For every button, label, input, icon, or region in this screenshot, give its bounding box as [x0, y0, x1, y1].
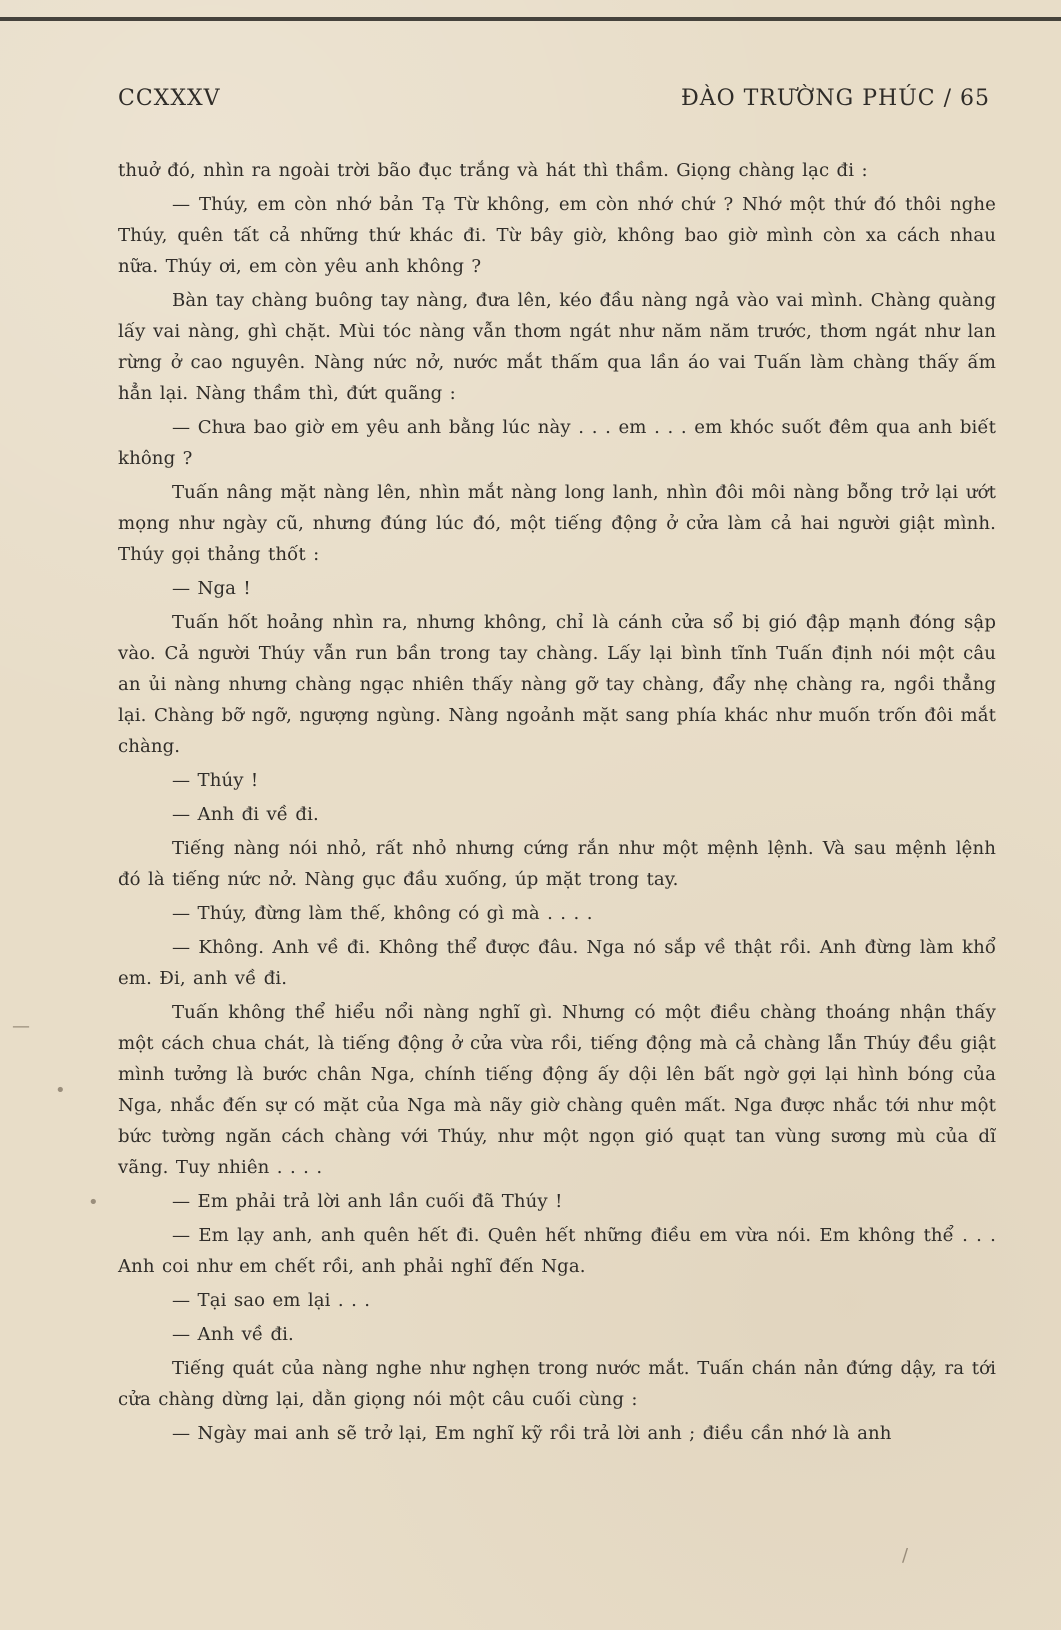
margin-mark-left-3: •: [88, 1192, 99, 1213]
dialogue-4: — Thúy !: [172, 770, 259, 791]
paragraph-6: Tuấn không thể hiểu nổi nàng nghĩ gì. Nhưng có một điều chàng thoáng nhận thấy một cách chua chát, là tiếng động ở cửa vừa rồi, tiếng động mà cả chàng lẫn Thúy đều giật mình tưởng là bước chân Nga, chính tiếng động ấy dội lên bất ngờ gợi lại hình bóng của Nga, nhắc đến sự có mặt của Nga mà nãy giờ chàng quên mất. Nga được nhắc tới như một bức tường ngăn cách chàng với Thúy, như một ngọn gió quạt tan vùng sương mù của dĩ vãng. Tuy nhiên . . . .: [118, 1002, 996, 1178]
paragraph-5: Tiếng nàng nói nhỏ, rất nhỏ nhưng cứng rắn như một mệnh lệnh. Và sau mệnh lệnh đó là tiếng nức nở. Nàng gục đầu xuống, úp mặt trong tay.: [118, 838, 996, 890]
paragraph-2: Bàn tay chàng buông tay nàng, đưa lên, kéo đầu nàng ngả vào vai mình. Chàng quàng lấy vai nàng, ghì chặt. Mùi tóc nàng vẫn thơm ngát như năm năm trước, thơm ngát như lan rừng ở cao nguyên. Nàng nức nở, nước mắt thấm qua lần áo vai Tuấn làm chàng thấy ấm hẳn lại. Nàng thầm thì, đứt quãng :: [118, 290, 996, 404]
chapter-number: CCXXXV: [118, 86, 221, 111]
paragraph-3: Tuấn nâng mặt nàng lên, nhìn mắt nàng long lanh, nhìn đôi môi nàng bỗng trở lại ướt mọng như ngày cũ, nhưng đúng lúc đó, một tiếng động ở cửa làm cả hai người giật mình. Thúy gọi thảng thốt :: [118, 482, 996, 565]
dialogue-7: — Không. Anh về đi. Không thể được đâu. Nga nó sắp về thật rồi. Anh đừng làm khổ em. Đi, anh về đi.: [118, 937, 996, 989]
paragraph-7: Tiếng quát của nàng nghe như nghẹn trong nước mắt. Tuấn chán nản đứng dậy, ra tới cửa chàng dừng lại, dằn giọng nói một câu cuối cùng :: [118, 1358, 996, 1410]
margin-mark-bottom: /: [902, 1545, 909, 1566]
dialogue-8: — Em phải trả lời anh lần cuối đã Thúy !: [172, 1191, 563, 1212]
margin-mark-left-2: •: [55, 1080, 66, 1101]
dialogue-1: — Thúy, em còn nhớ bản Tạ Từ không, em còn nhớ chứ ? Nhớ một thứ đó thôi nghe Thúy, quên tất cả những thứ khác đi. Từ bây giờ, không bao giờ mình còn xa cách nhau nữa. Thúy ơi, em còn yêu anh không ?: [118, 194, 996, 277]
dialogue-9: — Em lạy anh, anh quên hết đi. Quên hết những điều em vừa nói. Em không thể . . . Anh coi như em chết rồi, anh phải nghĩ đến Nga.: [118, 1225, 996, 1277]
paragraph-1: thuở đó, nhìn ra ngoài trời bão đục trắng và hát thì thầm. Giọng chàng lạc đi :: [118, 160, 868, 181]
dialogue-2: — Chưa bao giờ em yêu anh bằng lúc này . . . em . . . em khóc suốt đêm qua anh biết không ?: [118, 417, 996, 469]
dialogue-11: — Anh về đi.: [172, 1324, 294, 1345]
paragraph-4: Tuấn hốt hoảng nhìn ra, nhưng không, chỉ là cánh cửa sổ bị gió đập mạnh đóng sập vào. Cả người Thúy vẫn run bần trong tay chàng. Lấy lại bình tĩnh Tuấn định nói một câu an ủi nàng nhưng chàng ngạc nhiên thấy nàng gỡ tay chàng, đẩy nhẹ chàng ra, ngồi thẳng lại. Chàng bỡ ngỡ, ngượng ngùng. Nàng ngoảnh mặt sang phía khác như muốn trốn đôi mắt chàng.: [118, 612, 996, 757]
page-text: [118, 155, 996, 1452]
margin-mark-left-1: —: [12, 1016, 30, 1037]
author-page-number: ĐÀO TRƯỜNG PHÚC / 65: [680, 86, 990, 111]
dialogue-5: — Anh đi về đi.: [172, 804, 319, 825]
dialogue-3: — Nga !: [172, 578, 251, 599]
top-rule: [0, 17, 1061, 21]
page-header: [118, 82, 990, 116]
dialogue-12: — Ngày mai anh sẽ trở lại, Em nghĩ kỹ rồi trả lời anh ; điều cần nhớ là anh: [172, 1423, 892, 1444]
dialogue-10: — Tại sao em lại . . .: [172, 1290, 371, 1311]
dialogue-6: — Thúy, đừng làm thế, không có gì mà . . . .: [172, 903, 593, 924]
